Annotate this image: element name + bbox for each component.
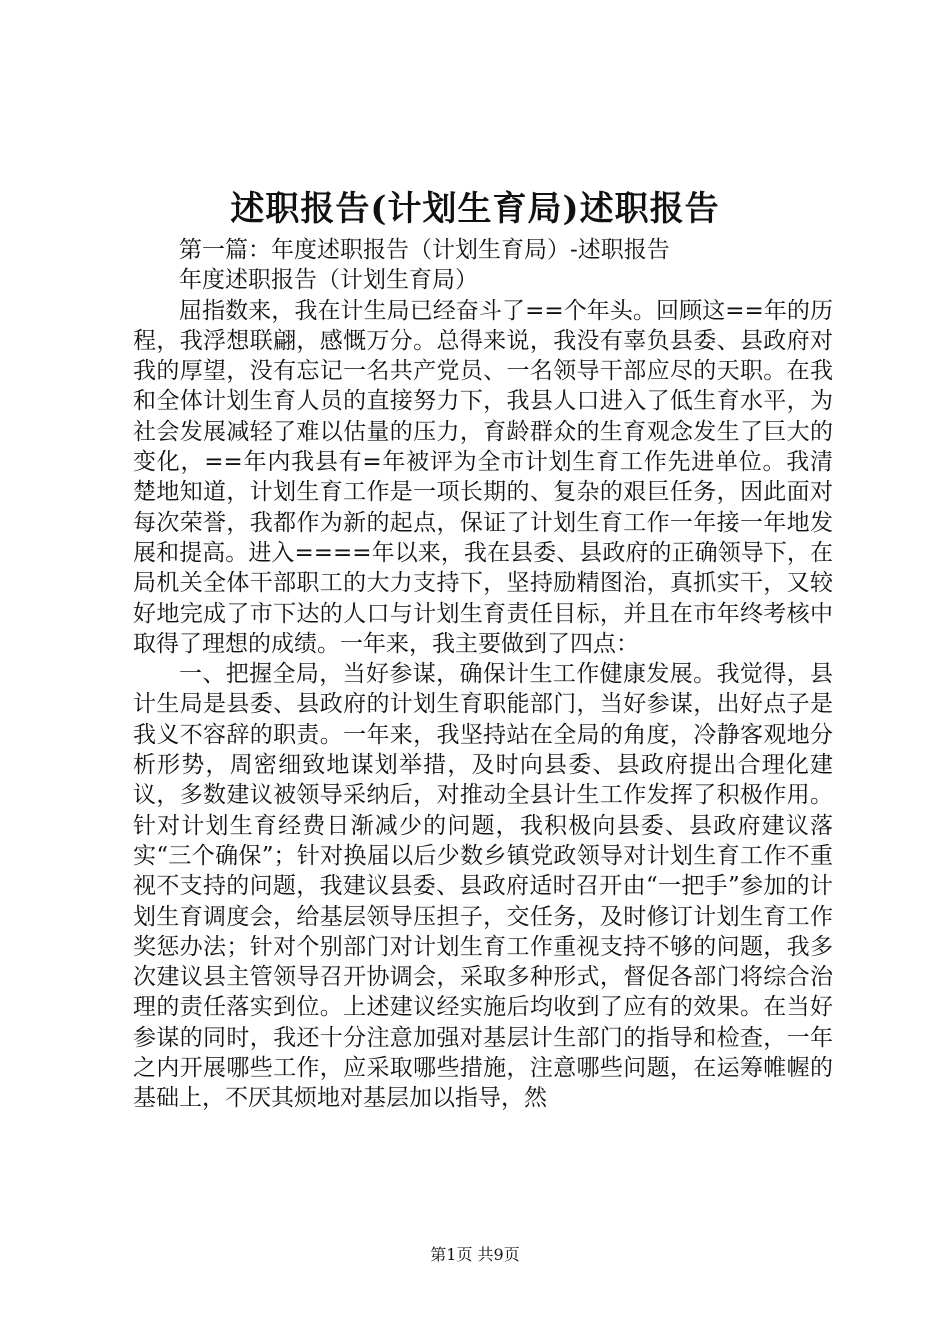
body-paragraph: 屈指数来，我在计生局已经奋斗了==个年头。回顾这==年的历程，我浮想联翩，感慨万分。总得来说，我没有辜负县委、县政府对我的厚望，没有忘记一名共产党员、一名领导干部应尽的天职。在我和全体计划生育人员的直接努力下，我县人口进入了低生育水平，为社会发展减轻了难以估量的压力，育龄群众的生育观念发生了巨大的变化，==年内我县有=年被评为全市计划生育工作先进单位。我清楚地知道，计划生育工作是一项长期的、复杂的艰巨任务，因此面对每次荣誉，我都作为新的起点，保证了计划生育工作一年接一年地发展和提高。进入====年以来，我在县委、县政府的正确领导下，在局机关全体干部职工的大力支持下，坚持励精图治，真抓实干，又较好地完成了市下达的人口与计划生育责任目标，并且在市年终考核中取得了理想的成绩。一年来，我主要做到了四点： — [133, 297, 833, 657]
page-footer: 第1页 共9页 — [430, 1245, 520, 1264]
body-paragraph: 一、把握全局，当好参谋，确保计生工作健康发展。我觉得，县计生局是县委、县政府的计划生育职能部门，当好参谋，出好点子是我义不容辞的职责。一年来，我坚持站在全局的角度，冷静客观地分析形势，周密细致地谋划举措，及时向县委、县政府提出合理化建议，多数建议被领导采纳后，对推动全县计生工作发挥了积极作用。针对计划生育经费日渐减少的问题，我积极向县委、县政府建议落实“三个确保”；针对换届以后少数乡镇党政领导对计划生育工作不重视不支持的问题，我建议县委、县政府适时召开由“一把手”参加的计划生育调度会，给基层领导压担子，交任务，及时修订计划生育工作奖惩办法；针对个别部门对计划生育工作重视支持不够的问题，我多次建议县主管领导召开协调会，采取多种形式，督促各部门将综合治理的责任落实到位。上述建议经实施后均收到了应有的效果。在当好参谋的同时，我还十分注意加强对基层计生部门的指导和检查，一年之内开展哪些工作，应采取哪些措施，注意哪些问题，在运筹帷幄的基础上，不厌其烦地对基层加以指导，然 — [133, 661, 833, 1112]
document-body — [133, 235, 833, 1114]
section-heading: 第一篇：年度述职报告（计划生育局）-述职报告 — [179, 237, 670, 263]
report-subtitle: 年度述职报告（计划生育局） — [179, 267, 478, 294]
document-title: 述职报告(计划生育局)述职报告 — [230, 189, 720, 229]
